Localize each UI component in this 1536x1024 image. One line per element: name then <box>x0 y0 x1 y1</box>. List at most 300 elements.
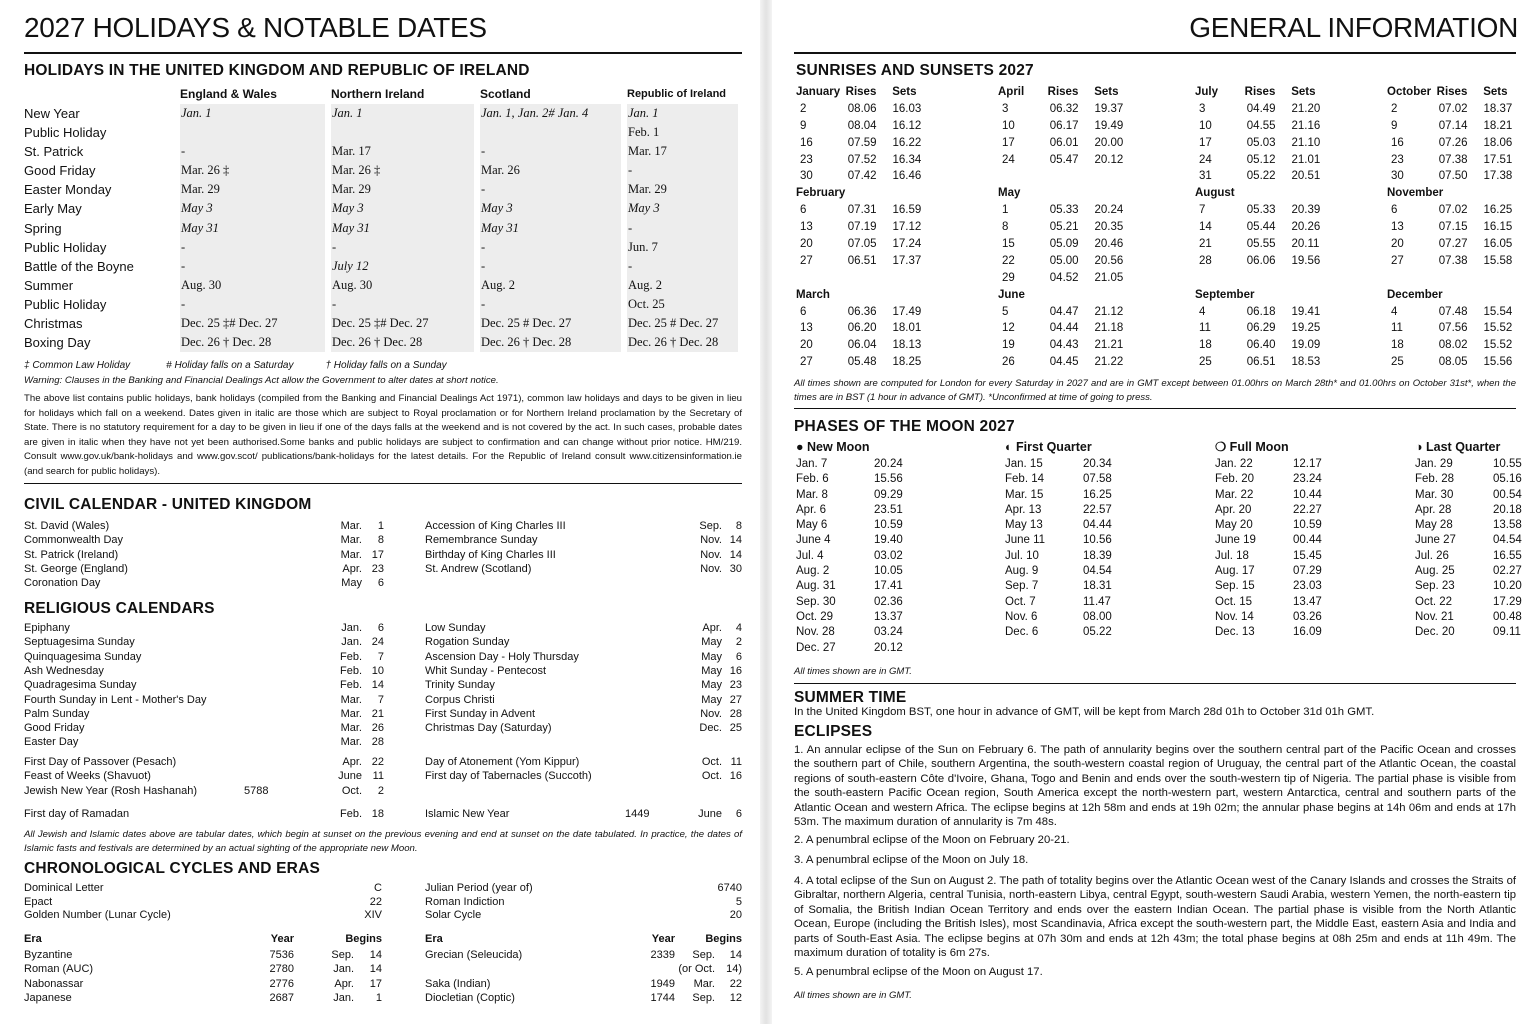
moon-date: May 28 <box>1415 519 1453 532</box>
era-row-cell: 14 <box>369 949 382 961</box>
eclipse-1: 1. An annular eclipse of the Sun on February 6. The path of annularity begins over the southern central part of the Pacific Ocean and crosses the southern part of Chile, southern Argentina, the south-western coastal region of Uruguay, the central part of the Atlantic Ocean, the coastal regions of south-eastern Côte d'Ivoire, Ghana, Togo and Benin and ends over the south-western tip of Nigeria. The partial phase is visible from the south-eastern Pacific Ocean region, South America except the north-western part, western Antarctica, central and southern parts of the Atlantic Ocean and western Africa. The eclipse begins at 12h 58m and ends at 19h 02m; the annular phase begins at 14h 06m and ends at 17h 53m. The maximum duration of annularity is 7m 48s. <box>794 744 1516 829</box>
era-row-cell: 1744 <box>650 991 675 1004</box>
sunset-time: 20.00 <box>1094 136 1124 149</box>
civil-item <box>24 533 384 547</box>
moon-row <box>1415 488 1535 503</box>
era-row <box>24 948 382 962</box>
sunrise-day: 28 <box>1199 254 1212 267</box>
sunset-time: 18.37 <box>1483 102 1513 115</box>
moon-date: Feb. 20 <box>1215 473 1254 486</box>
moon-date: Sep. 7 <box>1005 580 1039 593</box>
left-page <box>0 0 760 1024</box>
holiday-name: St. Patrick <box>24 144 84 160</box>
era-row-cell: Jan. <box>333 991 354 1004</box>
era-row-cell: 2687 <box>269 991 294 1004</box>
sunrise-row <box>1195 304 1330 321</box>
moon-time: 09.29 <box>874 488 903 501</box>
sunrise-row <box>1387 152 1522 169</box>
moon-date: Aug. 9 <box>1005 565 1039 578</box>
sunset-time: 21.05 <box>1094 271 1124 284</box>
sunrise-time: 06.04 <box>847 339 877 352</box>
sunset-time: 17.38 <box>1483 170 1513 183</box>
sunset-time: 21.10 <box>1291 136 1321 149</box>
moon-time: 16.55 <box>1493 549 1522 562</box>
moon-phase-label: ❍ Full Moon <box>1215 440 1289 454</box>
moon-time: 03.02 <box>874 549 903 562</box>
sunrise-row <box>1387 337 1522 354</box>
religious-item <box>24 650 384 664</box>
sets-header: Sets <box>892 86 917 98</box>
civil-item-cell: Nov. <box>700 562 722 575</box>
sunrise-row <box>796 236 931 253</box>
cycle-item <box>425 908 742 922</box>
religious-item-cell: Palm Sunday <box>24 707 90 720</box>
month-row <box>998 185 1133 202</box>
sunrise-row <box>1195 337 1330 354</box>
civil-item <box>24 576 384 590</box>
month-row <box>998 84 1133 101</box>
sunrise-time: 07.27 <box>1438 238 1468 251</box>
sunrise-row <box>1195 152 1330 169</box>
sunrise-row <box>998 152 1133 169</box>
holiday-date: - <box>480 295 621 314</box>
uk-holidays-table <box>24 84 744 352</box>
sunrise-day: 30 <box>1391 170 1404 183</box>
sunrise-note: All times shown are computed for London for every Saturday in 2027 and are in GMT except between 01.00hrs on March 28th* and 01.00hrs on October 31st*, when the times are in BST (1 hour in advance of GMT). *Unconfirmed at time of going to press. <box>794 378 1516 404</box>
sunrise-day: 17 <box>1002 136 1015 149</box>
sunrise-day: 12 <box>1002 322 1015 335</box>
moon-date: Dec. 27 <box>796 641 836 654</box>
sunrise-row <box>1195 168 1330 185</box>
holiday-date: Mar. 26 ‡ <box>180 161 325 180</box>
sunrise-row <box>796 168 931 185</box>
sunrise-day: 20 <box>800 238 813 251</box>
civil-item-cell: Sep. <box>699 520 722 532</box>
holiday-date: May 31 <box>180 219 325 238</box>
cycle-item-cell: XIV <box>364 909 382 922</box>
sunset-time: 19.41 <box>1291 305 1321 318</box>
era-row <box>425 948 742 962</box>
cycle-item-cell: Dominical Letter <box>24 882 104 894</box>
era-header-cell: Era <box>24 933 42 945</box>
moon-time: 10.44 <box>1293 488 1322 501</box>
religious-item-cell: Trinity Sunday <box>425 679 495 692</box>
era-row-cell: Apr. <box>334 977 354 990</box>
sunrise-time: 05.48 <box>847 356 877 369</box>
month-name: September <box>1195 288 1255 301</box>
religious-item <box>24 784 384 798</box>
month-row <box>1195 185 1330 202</box>
holiday-date: Dec. 25 # Dec. 27 <box>627 314 738 333</box>
sunrise-row <box>796 354 931 371</box>
month-row <box>998 287 1133 304</box>
era-header-cell: Year <box>270 933 294 945</box>
sunset-time: 20.26 <box>1291 221 1321 234</box>
sunrise-day: 23 <box>800 153 813 166</box>
sunrise-row <box>1387 253 1522 270</box>
civil-item <box>425 533 742 547</box>
holiday-date: May 3 <box>180 199 325 218</box>
holiday-date: Dec. 25 ‡# Dec. 27 <box>180 314 325 333</box>
moon-time: 10.05 <box>874 565 903 578</box>
holiday-name: New Year <box>24 106 80 121</box>
holiday-warning: Warning: Clauses in the Banking and Financial Dealings Act allow the Government to alter dates at short notice. <box>24 375 499 386</box>
column-header: Scotland <box>480 87 531 101</box>
moon-row <box>1215 549 1335 564</box>
civil-item-cell: St. Andrew (Scotland) <box>425 562 532 575</box>
religious-item-cell <box>625 769 692 783</box>
moon-date: June 27 <box>1415 534 1456 547</box>
religious-item-cell: Whit Sunday - Pentecost <box>425 664 547 677</box>
sunset-time: 20.56 <box>1094 254 1124 267</box>
moon-row <box>1215 579 1335 594</box>
moon-date: Sep. 30 <box>796 595 836 608</box>
moon-time: 02.27 <box>1493 565 1522 578</box>
ramadan-item-cell: First day of Ramadan <box>24 808 130 820</box>
religious-item <box>425 693 742 707</box>
sunrise-day: 6 <box>800 305 807 318</box>
religious-item-cell: First Sunday in Advent <box>425 707 536 720</box>
sunrise-day: 19 <box>1002 339 1015 352</box>
holiday-date: - <box>480 142 621 161</box>
month-row <box>1387 185 1522 202</box>
religious-item-cell: Mar. <box>340 736 362 749</box>
religious-item <box>425 650 742 664</box>
holiday-name: Public Holiday <box>24 239 107 255</box>
sunrise-row <box>1195 101 1330 118</box>
sunrise-time: 07.56 <box>1438 322 1468 335</box>
sunset-time: 16.25 <box>1483 204 1513 217</box>
sunset-time: 18.01 <box>892 322 922 335</box>
sunrise-row <box>998 135 1133 152</box>
moon-phase-label: ◑ Last Quarter <box>1415 440 1501 454</box>
sunset-time: 18.13 <box>892 339 922 352</box>
moon-phase-label: ● New Moon <box>796 440 870 454</box>
civil-item-cell: Apr. <box>342 562 362 575</box>
civil-item-cell: 14 <box>729 548 742 561</box>
sunrise-row <box>1387 320 1522 337</box>
sunrise-time: 07.15 <box>1438 221 1468 234</box>
era-row-cell: 2339 <box>650 949 675 961</box>
moon-time: 08.00 <box>1083 610 1112 623</box>
cycle-item <box>24 908 382 922</box>
sunrise-row <box>1387 168 1522 185</box>
moon-row <box>1005 472 1125 487</box>
eclipse-note: All times shown are in GMT. <box>794 990 912 1001</box>
religious-item-cell: Day of Atonement (Yom Kippur) <box>425 756 580 768</box>
moon-time: 10.20 <box>1493 580 1522 593</box>
sunrise-day: 25 <box>1391 356 1404 369</box>
religious-item <box>425 769 742 783</box>
sunrise-time: 05.12 <box>1246 153 1276 166</box>
sunrise-day: 27 <box>800 356 813 369</box>
sunrise-row <box>1387 219 1522 236</box>
religious-item-cell <box>625 755 692 769</box>
sunset-time: 15.52 <box>1483 339 1513 352</box>
month-name: February <box>796 187 846 200</box>
sunrise-row <box>1195 202 1330 219</box>
legend-common-law: ‡ Common Law Holiday <box>24 360 131 371</box>
islamic-new-year-item-cell: Islamic New Year <box>425 808 510 820</box>
holiday-date: Jan. 1 <box>627 104 738 123</box>
sunrise-day: 6 <box>1391 204 1398 217</box>
era-row <box>24 962 382 976</box>
sunrise-time: 06.51 <box>847 254 877 267</box>
moon-date: Aug. 2 <box>796 565 830 578</box>
holiday-date: - <box>480 238 621 257</box>
religious-item-cell: Jan. <box>341 622 362 634</box>
religious-item-cell: Jan. <box>341 636 362 649</box>
religious-item <box>24 635 384 649</box>
sunset-time: 20.24 <box>1094 204 1124 217</box>
moon-time: 17.29 <box>1493 595 1522 608</box>
month-row <box>1387 84 1522 101</box>
holiday-date: - <box>627 219 738 238</box>
moon-time: 19.40 <box>874 534 903 547</box>
moon-row <box>1415 625 1535 640</box>
religious-item-cell: Mar. <box>340 722 362 735</box>
moon-date: Aug. 31 <box>796 580 836 593</box>
sunset-time: 18.25 <box>892 356 922 369</box>
month-name: April <box>998 86 1025 98</box>
religious-item-cell: Quinquagesima Sunday <box>24 650 142 663</box>
cycle-item <box>425 895 742 909</box>
spacer-row <box>796 270 931 287</box>
sunrise-row <box>796 219 931 236</box>
moon-time: 13.47 <box>1293 595 1322 608</box>
holiday-date: Dec. 26 † Dec. 28 <box>480 333 621 352</box>
religious-item <box>24 621 384 635</box>
islamic-new-year-item <box>425 807 742 821</box>
moon-time: 03.24 <box>874 626 903 639</box>
sunrise-time: 06.20 <box>847 322 877 335</box>
legend-sunday: † Holiday falls on a Sunday <box>325 360 447 371</box>
cycle-item-cell: Roman Indiction <box>425 895 505 908</box>
era-row <box>425 962 742 976</box>
summer-time-text: In the United Kingdom BST, one hour in advance of GMT, will be kept from March 28d 01h to October 31d 01h GMT. <box>794 706 1375 718</box>
sunrise-day: 30 <box>800 170 813 183</box>
moon-row <box>1415 457 1535 472</box>
religious-item <box>24 664 384 678</box>
right-page <box>772 0 1536 1024</box>
era-row <box>24 977 382 991</box>
sunrise-time: 06.51 <box>1246 356 1276 369</box>
holiday-date: Aug. 2 <box>627 276 738 295</box>
sunrise-row <box>796 118 931 135</box>
religious-item-cell: May <box>701 650 722 663</box>
sunrise-day: 13 <box>800 322 813 335</box>
sunset-time: 15.54 <box>1483 305 1513 318</box>
era-row-cell: 22 <box>729 977 742 990</box>
civil-item-cell: 1 <box>377 520 384 532</box>
sunrise-day: 26 <box>1002 356 1015 369</box>
sunrise-row <box>796 101 931 118</box>
month-name: December <box>1387 288 1443 301</box>
religious-item-cell: Mar. <box>340 693 362 706</box>
sunset-time: 16.34 <box>892 153 922 166</box>
holiday-date: - <box>331 295 474 314</box>
moon-row <box>1415 518 1535 533</box>
sunrise-time: 06.01 <box>1049 136 1079 149</box>
sunrise-time: 07.02 <box>1438 204 1468 217</box>
sunrise-row <box>1195 354 1330 371</box>
eclipse-3: 3. A penumbral eclipse of the Moon on July 18. <box>794 854 1029 866</box>
religious-item <box>425 755 742 769</box>
moon-row <box>1005 518 1125 533</box>
sunrise-time: 06.32 <box>1049 102 1079 115</box>
era-row-cell: 1949 <box>650 977 675 990</box>
moon-time: 13.58 <box>1493 519 1522 532</box>
cycles-heading: CHRONOLOGICAL CYCLES AND ERAS <box>24 860 321 877</box>
moon-date: Jan. 7 <box>796 458 828 470</box>
moon-row <box>796 472 916 487</box>
sunrise-day: 1 <box>1002 204 1009 217</box>
holiday-name: Public Holiday <box>24 296 107 312</box>
sunset-time: 19.09 <box>1291 339 1321 352</box>
sunrise-row <box>1195 253 1330 270</box>
sunset-time: 19.25 <box>1291 322 1321 335</box>
moon-time: 05.22 <box>1083 626 1112 639</box>
month-name: November <box>1387 187 1444 200</box>
moon-date: June 11 <box>1005 534 1046 547</box>
moon-time: 20.34 <box>1083 458 1112 470</box>
sunrise-time: 07.42 <box>847 170 877 183</box>
religious-item-cell: First Day of Passover (Pesach) <box>24 756 177 768</box>
era-row-cell: 14 <box>729 949 742 961</box>
civil-item-cell: Mar. <box>340 548 362 561</box>
sunset-time: 21.16 <box>1291 119 1321 132</box>
moon-date: Aug. 17 <box>1215 565 1255 578</box>
sunrise-time: 07.48 <box>1438 305 1468 318</box>
religious-item-cell: 24 <box>371 636 384 649</box>
holiday-name: Public Holiday <box>24 125 107 141</box>
religious-item-cell: Oct. <box>701 756 722 768</box>
sunset-time: 17.51 <box>1483 153 1513 166</box>
era-header-cell: Begins <box>705 933 742 945</box>
sunrise-time: 05.33 <box>1049 204 1079 217</box>
sunrise-time: 07.50 <box>1438 170 1468 183</box>
sunrise-time: 08.02 <box>1438 339 1468 352</box>
religious-item-cell: Fourth Sunday in Lent - Mother's Day <box>24 693 207 706</box>
ramadan-item <box>24 807 384 821</box>
sunrise-day: 10 <box>1199 119 1212 132</box>
holiday-date: May 3 <box>480 199 621 218</box>
sunrise-row <box>796 152 931 169</box>
moon-time: 00.54 <box>1493 488 1522 501</box>
moon-date: Nov. 21 <box>1415 610 1454 623</box>
religious-item <box>425 678 742 692</box>
sunrise-day: 25 <box>1199 356 1212 369</box>
moon-time: 15.45 <box>1293 549 1322 562</box>
sunrise-row <box>998 101 1133 118</box>
religious-item-cell: 22 <box>371 756 384 768</box>
sunrise-time: 05.21 <box>1049 221 1079 234</box>
sunrise-row <box>998 202 1133 219</box>
sunrise-time: 07.05 <box>847 238 877 251</box>
sunrise-time: 07.02 <box>1438 102 1468 115</box>
holiday-date: Jan. 1 <box>331 104 474 123</box>
religious-item-cell: Rogation Sunday <box>425 636 510 649</box>
religious-item-cell: 16 <box>729 770 742 783</box>
civil-item-cell: 14 <box>729 534 742 547</box>
sunrise-day: 31 <box>1199 170 1212 183</box>
sunset-time: 19.56 <box>1291 254 1321 267</box>
religious-item-cell: 11 <box>730 756 742 768</box>
religious-item-cell: 28 <box>371 736 384 749</box>
sunrise-day: 4 <box>1391 305 1398 318</box>
moon-date: May 6 <box>796 519 828 532</box>
religious-item <box>24 707 384 721</box>
month-name: August <box>1195 187 1235 200</box>
civil-calendar-heading: CIVIL CALENDAR - UNITED KINGDOM <box>24 496 312 513</box>
sunrise-time: 08.06 <box>847 102 877 115</box>
sunrise-row <box>998 337 1133 354</box>
religious-item-cell: Ash Wednesday <box>24 664 104 677</box>
sets-header: Sets <box>1291 86 1316 98</box>
religious-item-cell: 11 <box>372 770 384 783</box>
sunrise-row <box>1195 320 1330 337</box>
sunrise-time: 05.03 <box>1246 136 1276 149</box>
sunrise-day: 23 <box>1391 153 1404 166</box>
moon-date: Aug. 25 <box>1415 565 1455 578</box>
moon-row <box>1005 564 1125 579</box>
ramadan-item-cell: 18 <box>371 808 384 820</box>
civil-item-cell: St. George (England) <box>24 562 128 575</box>
sunrise-time: 05.44 <box>1246 221 1276 234</box>
month-row <box>1195 84 1330 101</box>
religious-item-cell: Ascension Day - Holy Thursday <box>425 650 579 663</box>
era-header-right <box>425 932 742 946</box>
civil-item <box>425 519 742 533</box>
moon-time: 18.31 <box>1083 580 1112 593</box>
moon-date: Sep. 15 <box>1215 580 1255 593</box>
era-row-cell: Grecian (Seleucida) <box>425 949 523 961</box>
sunrise-time: 04.47 <box>1049 305 1079 318</box>
sunrise-day: 20 <box>1391 238 1404 251</box>
holiday-name: Christmas <box>24 316 83 332</box>
civil-item-cell: 6 <box>377 577 384 590</box>
holiday-date: Jan. 1, Jan. 2# Jan. 4 <box>480 104 621 123</box>
era-row <box>425 977 742 991</box>
moon-time: 05.16 <box>1493 473 1522 486</box>
spacer-row <box>1387 270 1522 287</box>
holiday-date: Mar. 29 <box>180 180 325 199</box>
left-page-title: 2027 HOLIDAYS & NOTABLE DATES <box>24 12 487 43</box>
sunset-time: 16.22 <box>892 136 922 149</box>
sunset-time: 17.49 <box>892 305 922 318</box>
sunset-time: 18.21 <box>1483 119 1513 132</box>
holiday-note: The above list contains public holidays, bank holidays (compiled from the Banking and Financial Dealings Act 1971), common law holidays and days to be given in lieu for holidays which fall on a weekend. Dates given in italic are those which are subject to Royal proclamation or for Northern Ireland proclamation by the Secretary of State. There is no statutory requirement for a day to be given in lieu if one of the days falls at the weekend and is not covered by the act. In such cases, probable dates are given in italic when they have not yet been authorised.Some banks and public holidays are subject to confirmation and can change without prior notice. HM/219. Consult www.gov.uk/bank-holidays and www.gov.scot/ publications/bank-holidays for the latest details. For the Republic of Ireland consult www.citizensinformation.ie (and search for public holidays). <box>24 393 742 477</box>
moon-row <box>1215 503 1335 518</box>
civil-item-cell: Accession of King Charles III <box>425 520 566 532</box>
moon-time: 16.09 <box>1293 626 1322 639</box>
sunset-time: 20.11 <box>1291 238 1320 251</box>
era-row-cell <box>425 962 625 976</box>
sunrise-time: 07.26 <box>1438 136 1468 149</box>
sunrise-row <box>796 304 931 321</box>
moon-time: 23.24 <box>1293 473 1322 486</box>
holiday-date: - <box>180 238 325 257</box>
holiday-date: Mar. 17 <box>331 142 474 161</box>
civil-item-cell: 17 <box>371 548 384 561</box>
sunset-time: 21.12 <box>1094 305 1124 318</box>
sunrise-time: 05.55 <box>1246 238 1276 251</box>
rises-header: Rises <box>1047 86 1079 98</box>
civil-item-cell: 23 <box>371 562 384 575</box>
holiday-date: May 31 <box>480 219 621 238</box>
era-header-left <box>24 932 382 946</box>
month-row <box>796 287 931 304</box>
